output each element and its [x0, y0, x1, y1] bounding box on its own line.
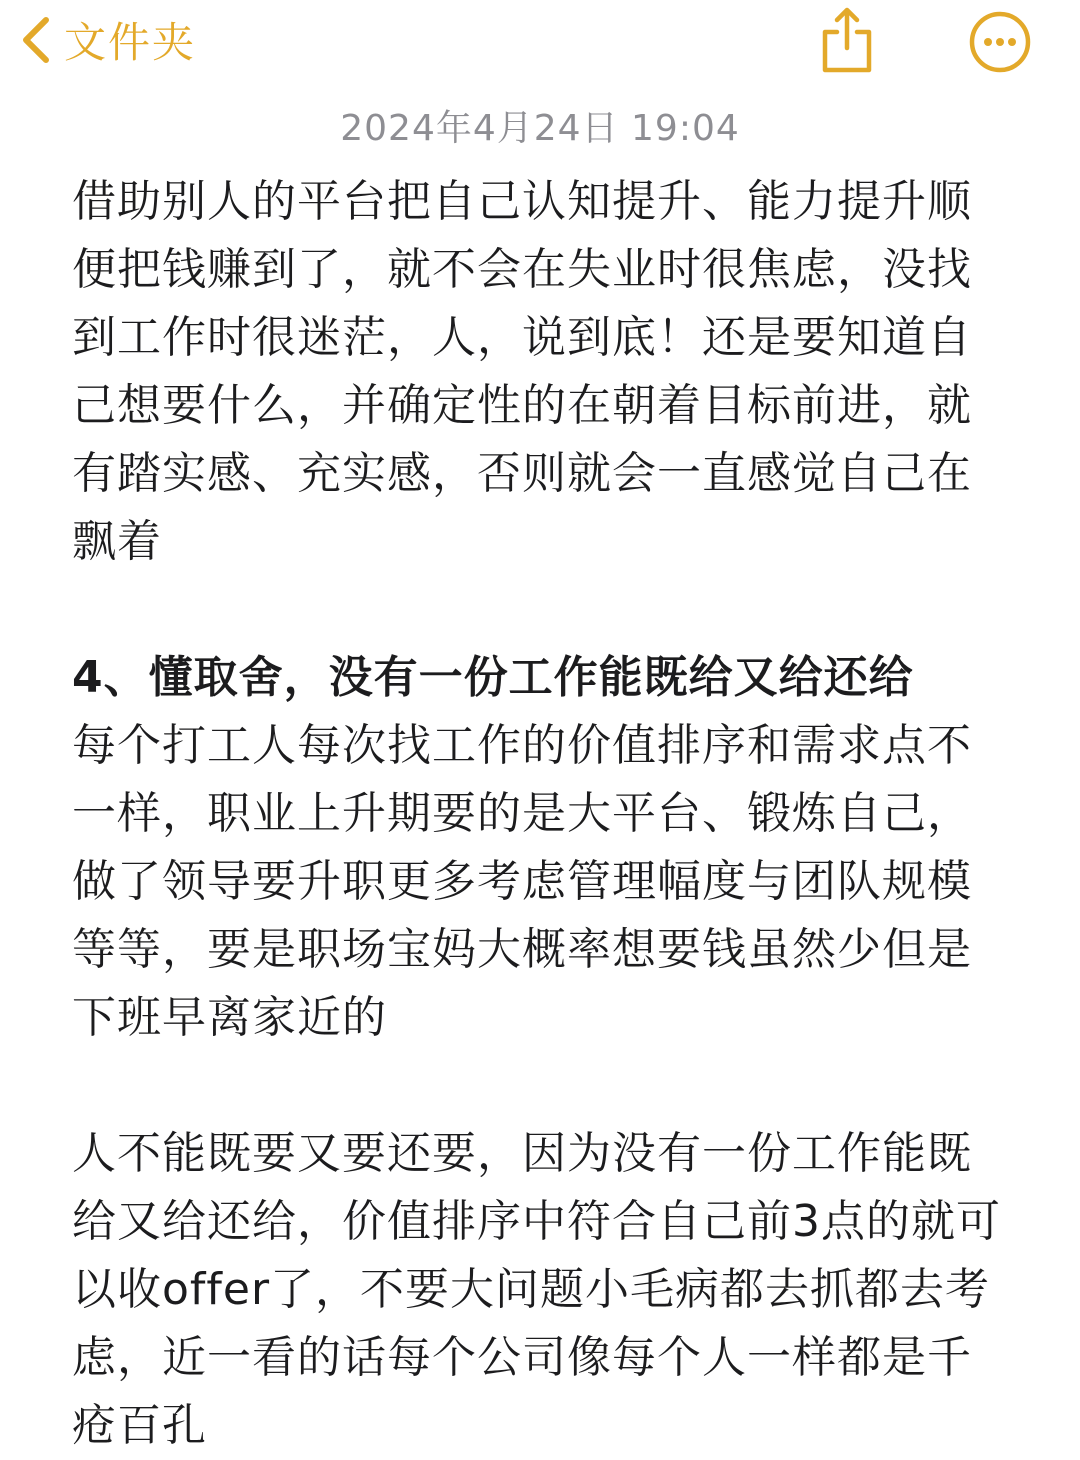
back-label: 文件夹 [64, 18, 197, 67]
navigation-bar [0, 0, 1080, 90]
note-body[interactable] [72, 168, 1002, 1460]
note-paragraph: 借助别人的平台把自己认知提升、能力提升顺便把钱赚到了，就不会在失业时很焦虑，没找到工作时很迷茫，人，说到底！还是要知道自己想要什么，并确定性的在朝着目标前进，就有踏实感、充实感，否则就会一直感觉自己在飘着 [72, 176, 972, 567]
note-paragraph: 每个打工人每次找工作的价值排序和需求点不一样，职业上升期要的是大平台、锻炼自己，做了领导要升职更多考虑管理幅度与团队规模等等，要是职场宝妈大概率想要钱虽然少但是下班早离家近的 [72, 720, 972, 1043]
paragraph-gap [72, 1052, 1002, 1120]
note-heading: 4、懂取舍，没有一份工作能既给又给还给 [72, 652, 914, 703]
paragraph-gap [72, 576, 1002, 644]
more-icon[interactable] [968, 10, 1032, 74]
note-timestamp: 2024年4月24日 19:04 [340, 108, 740, 149]
note-paragraph: 人不能既要又要还要，因为没有一份工作能既给又给还给，价值排序中符合自己前3点的就可以收offer了，不要大问题小毛病都去抓都去考虑，近一看的话每个公司像每个人一样都是千疮百孔 [72, 1128, 1001, 1451]
share-icon[interactable] [815, 4, 879, 76]
chevron-left-icon [20, 16, 50, 64]
back-button[interactable] [20, 10, 196, 70]
